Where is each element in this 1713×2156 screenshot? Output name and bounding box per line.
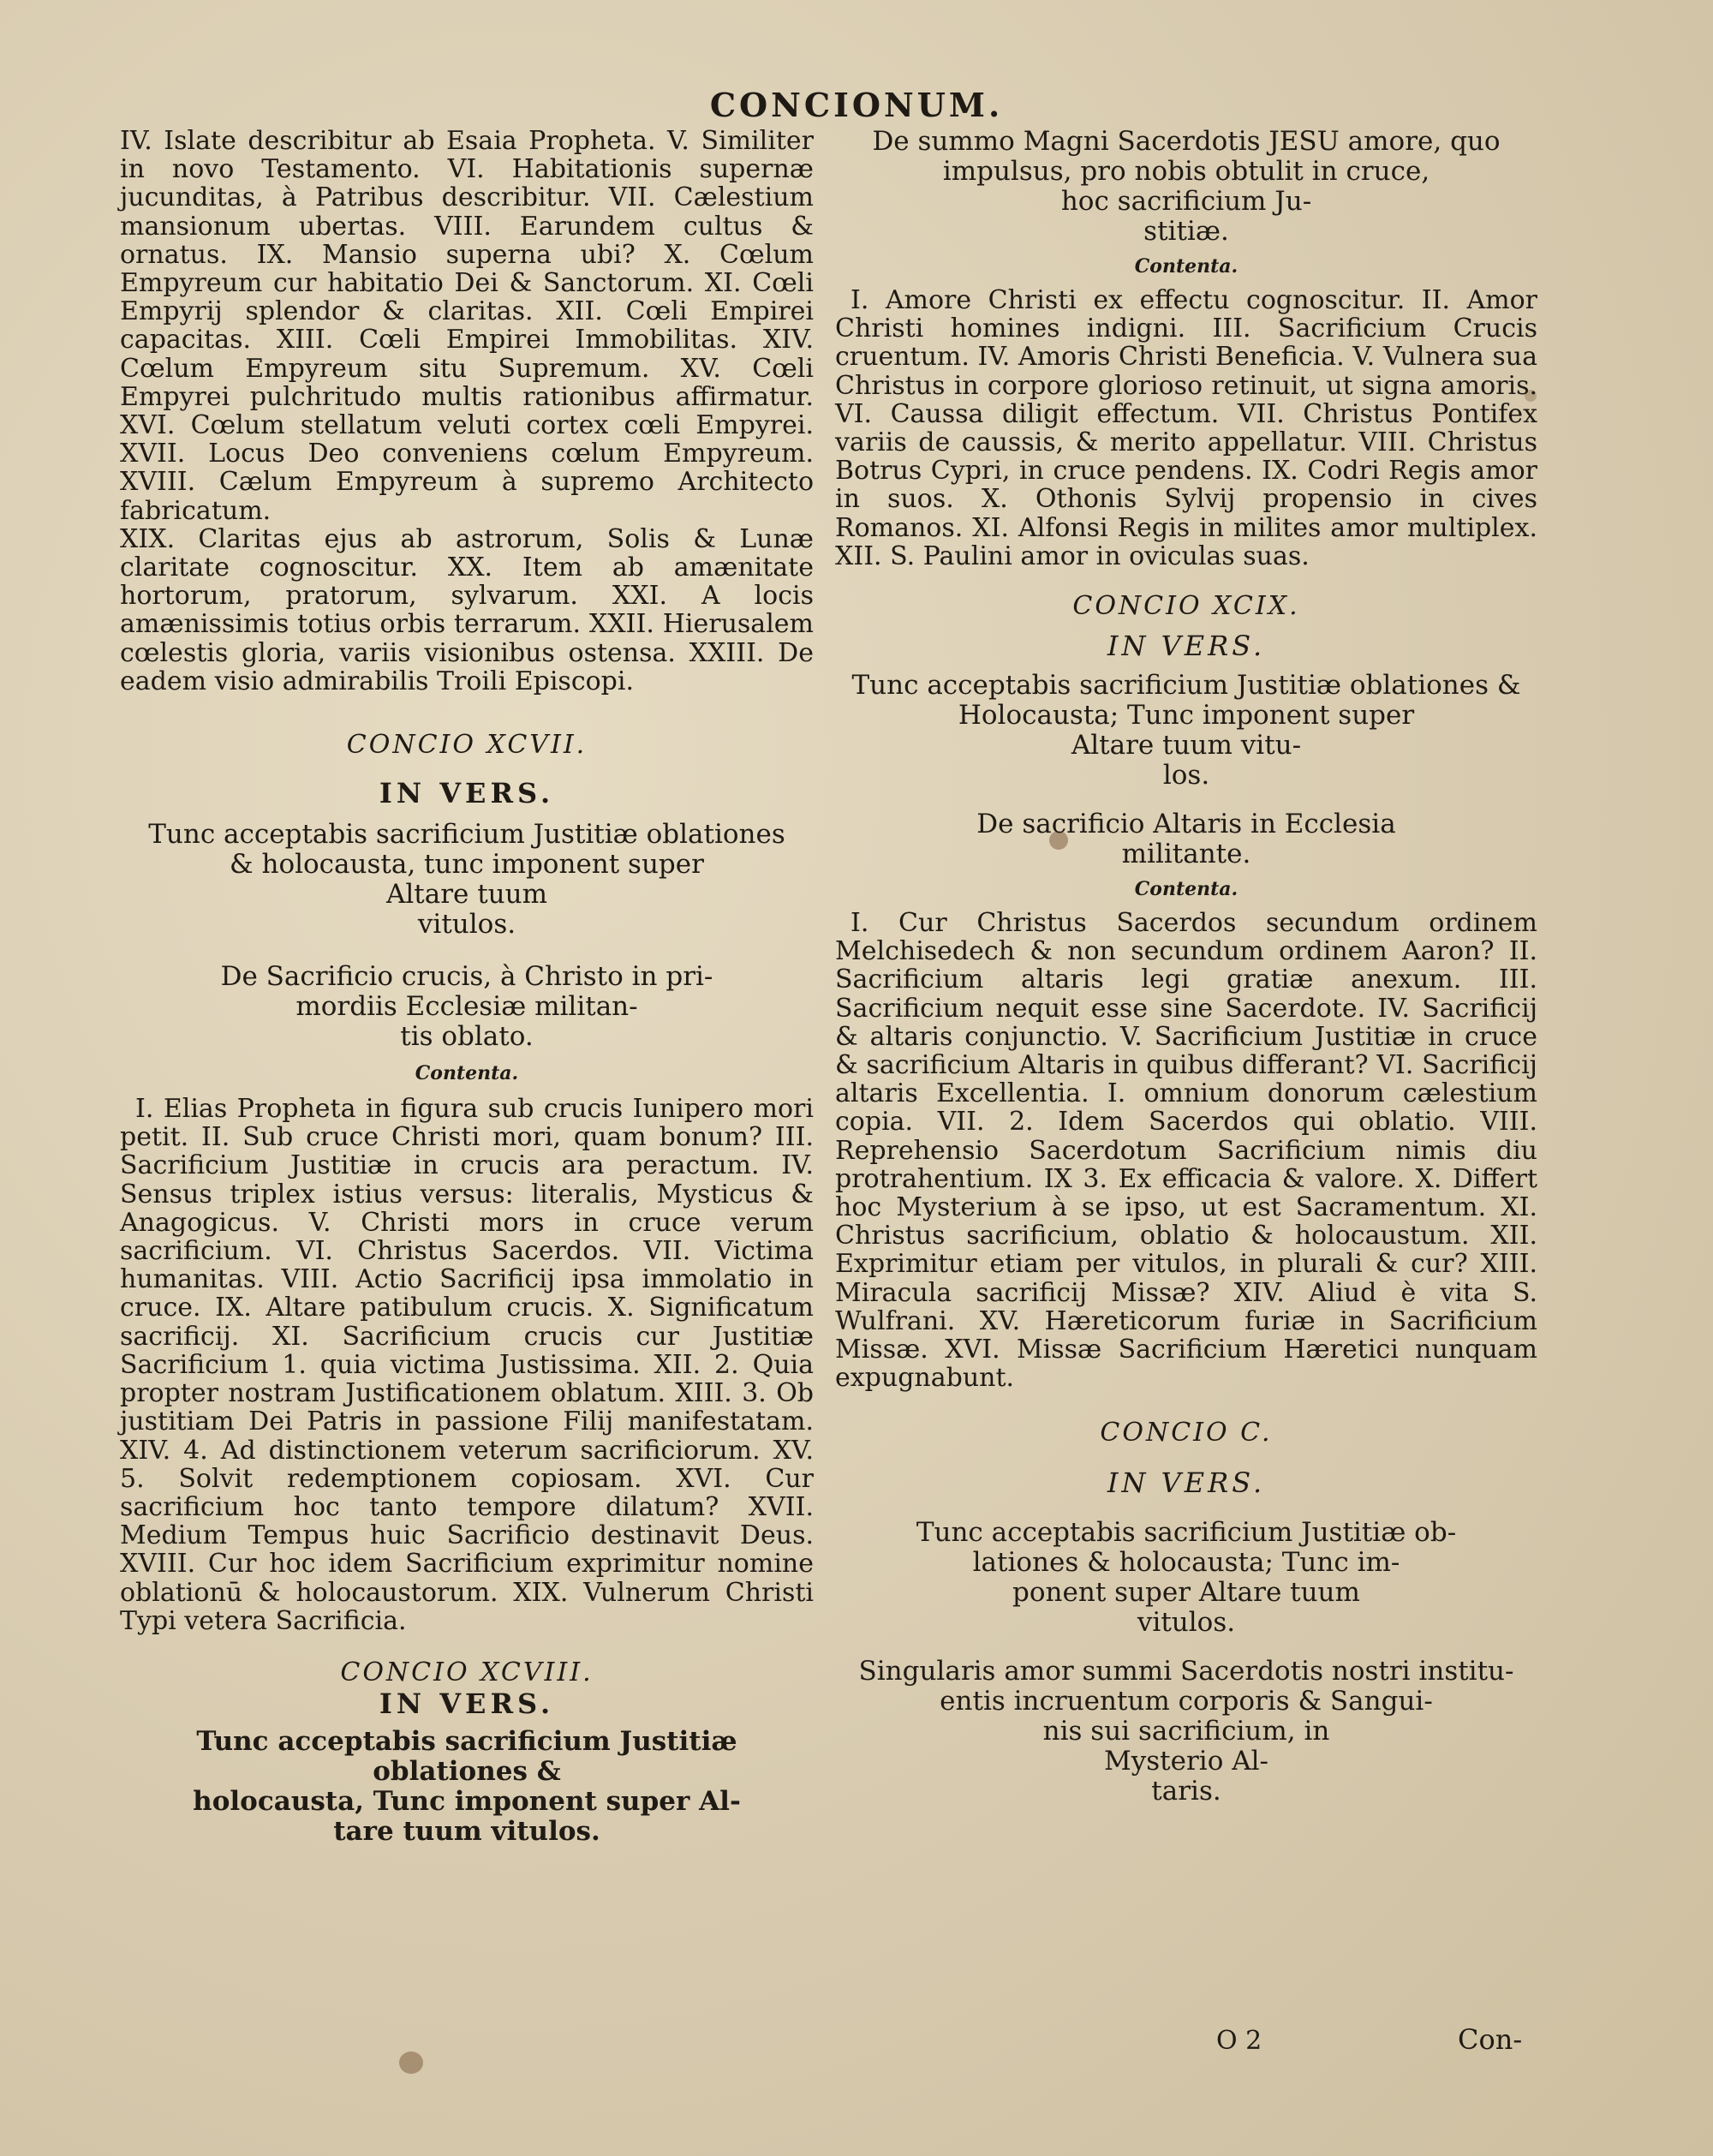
concio-100-subject-line: Singularis amor summi Sacerdotis nostri institu- [858, 1656, 1514, 1687]
concio-97-contenta: Contenta. [415, 1062, 519, 1085]
concio-100-title: CONCIO C. [1100, 1418, 1273, 1448]
right-top-heading-line: De summo Magni Sacerdotis JESU amore, quo [872, 126, 1501, 157]
concio-98-verse-line: tare tuum vitulos. [333, 1815, 600, 1847]
concio-98-verse-line: holocausta, Tunc imponent super Al- [193, 1785, 741, 1817]
concio-97-verse-line: vitulos. [417, 909, 516, 941]
concio-97-title: CONCIO XCVII. [346, 730, 588, 761]
concio-97-body: I. Elias Propheta in figura sub crucis Iunipero mori petit. II. Sub cruce Christi mori, quam bonum? III. Sacrificium Justitiæ in crucis ara peractum. IV. Sensus triplex istius versus: literalis, Mysticus & Anagogicus. V. Christi mors in cruce verum sacrificium. VI. Christus Sacerdos. VII. Victima humanitas. VIII. Actio Sacrificij ipsa immolatio in cruce. IX. Altare patibulum crucis. X. Significatum sacrificij. XI. Sacrificium crucis cur Justitiæ Sacrificium 1. quia victima Justissima. XII. 2. Quia propter nostram Justificationem oblatum. XIII. 3. Ob justitiam Dei Patris in passione Filij manifestatam. XIV. 4. Ad distinctionem veterum sacrificiorum. XV. 5. Solvit redemptionem copiosam. XVI. Cur sacrificium hoc tanto tempore dilatum? XVII. Medium Tempus huic Sacrificio destinavit Deus. XVIII. Cur hoc idem Sacrificium exprimitur nomine oblationū & holocaustorum. XIX. Vulnerum Christi Typi vetera Sacrificia. [120, 1094, 814, 1636]
concio-99-verse-line: Altare tuum vitu- [1071, 730, 1302, 761]
concio-99-subject-line: militante. [1121, 839, 1251, 870]
right-top-heading-line: impulsus, pro nobis obtulit in cruce, [942, 156, 1430, 187]
left-top-paragraph: IV. Islate describitur ab Esaia Propheta. V. Similiter in novo Testamento. VI. Habitationis supernæ jucunditas, à Patribus describitur. VII. Cælestium mansionum ubertas. VIII. Earundem cultus & ornatus. IX. Mansio superna ubi? X. Cœlum Empyreum cur habitatio Dei & Sanctorum. XI. Cœli Empyrij splendor & claritas. XII. Cœli Empirei capacitas. XIII. Cœli Empirei Immobilitas. XIV. Cœlum Empyreum situ Supremum. XV. Cœli Empyrei pulchritudo multis rationibus affirmatur. XVI. Cœlum stellatum veluti cortex cœli Empyrei. XVII. Locus Deo conveniens cœlum Empyreum. XVIII. Cælum Empyreum à supremo Architecto fabricatum. [120, 126, 814, 526]
concio-100-subject-line: Mysterio Al- [1104, 1746, 1268, 1777]
signature-mark: O 2 [1216, 2026, 1262, 2056]
concio-98-verse-line: Tunc acceptabis sacrificium Justitiæ oblationes & [196, 1725, 737, 1787]
concio-97-verse-line: Altare tuum [385, 879, 548, 911]
foxing-spot [399, 2051, 423, 2074]
left-top-paragraph-2: XIX. Claritas ejus ab astrorum, Solis & Lunæ claritate cognoscitur. XX. Item ab amænitate hortorum, pratorum, sylvarum. XXI. A locis amænissimis totius orbis terrarum. XXII. Hierusalem cœlestis gloria, variis visionibus ostensa. XXIII. De eadem visio admirabilis Troili Episcopi. [120, 523, 814, 696]
concio-99-subject-line: De sacrificio Altaris in Ecclesia [976, 809, 1396, 840]
right-column [835, 127, 1537, 1807]
running-head: CONCIONUM. [709, 86, 1004, 124]
concio-97-invers: IN VERS. [379, 777, 555, 810]
concio-97-subject-line: De Sacrificio crucis, à Christo in pri- [220, 961, 713, 993]
concio-99-invers: IN VERS. [1107, 630, 1266, 663]
concio-100-invers: IN VERS. [1107, 1466, 1266, 1500]
concio-97-verse-line: & holocausta, tunc imponent super [230, 849, 704, 881]
concio-100-verse-line: vitulos. [1137, 1607, 1236, 1639]
concio-100-verse-line: ponent super Altare tuum [1012, 1577, 1360, 1609]
right-contenta: Contenta. [1134, 255, 1238, 278]
right-top-heading-line: hoc sacrificium Ju- [1060, 186, 1312, 217]
concio-97-subject-line: mordiis Ecclesiæ militan- [295, 991, 638, 1023]
catchword: Con- [1458, 2023, 1523, 2056]
concio-98-invers: IN VERS. [379, 1687, 555, 1720]
left-column [120, 127, 814, 1847]
concio-99-body: I. Cur Christus Sacerdos secundum ordinem Melchisedech & non secundum ordinem Aaron? II. Sacrificium altaris legi gratiæ anexum. III. Sacrificium nequit esse sine Sacerdote. IV. Sacrificij & altaris conjunctio. V. Sacrificium Justitiæ in cruce & sacrificium Altaris in quibus differant? VI. Sacrificij altaris Excellentia. I. omnium donorum cælestium copia. VII. 2. Idem Sacerdos qui oblatio. VIII. Reprehensio Sacerdotum Sacrificium nimis diu protrahentium. IX 3. Ex efficacia & valore. X. Differt hoc Mysterium à se ipso, ut est Sacramentum. XI. Christus sacrificium, oblatio & holocaustum. XII. Exprimitur etiam per vitulos, in plurali & cur? XIII. Miracula sacrificij Missæ? XIV. Aliud è vita S. Wulfrani. XV. Hæreticorum furiæ in Sacrificium Missæ. XVI. Missæ Sacrificium Hæretici nunquam expugnabunt. [835, 908, 1537, 1394]
concio-100-subject-line: taris. [1151, 1776, 1221, 1807]
concio-98-title: CONCIO XCVIII. [340, 1657, 594, 1687]
concio-100-subject-line: nis sui sacrificium, in [1042, 1716, 1330, 1747]
right-top-body: I. Amore Christi ex effectu cognoscitur. II. Amor Christi homines indigni. III. Sacrificium Crucis cruentum. IV. Amoris Christi Beneficia. V. Vulnera sua Christus in corpore glorioso retinuit, ut signa amoris. VI. Caussa diligit effectum. VII. Christus Pontifex variis de caussis, & merito appellatur. VIII. Christus Botrus Cypri, in cruce pendens. IX. Codri Regis amor in suos. X. Othonis Sylvij propensio in cives Romanos. XI. Alfonsi Regis in milites amor multiplex. XII. S. Paulini amor in oviculas suas. [835, 285, 1537, 571]
concio-99-title: CONCIO XCIX. [1072, 591, 1300, 622]
concio-97-verse-line: Tunc acceptabis sacrificium Justitiæ oblationes [148, 819, 785, 851]
concio-97-subject-line: tis oblato. [400, 1021, 534, 1053]
right-top-heading-line: stitiæ. [1143, 216, 1229, 247]
concio-99-verse-line: los. [1162, 760, 1210, 791]
concio-99-verse-line: Holocausta; Tunc imponent super [958, 700, 1415, 732]
concio-99-verse-line: Tunc acceptabis sacrificium Justitiæ oblationes & [851, 670, 1521, 702]
concio-99-contenta: Contenta. [1134, 878, 1238, 901]
concio-100-verse-line: lationes & holocausta; Tunc im- [972, 1547, 1400, 1579]
concio-100-verse-line: Tunc acceptabis sacrificium Justitiæ ob- [916, 1517, 1457, 1549]
concio-100-subject-line: entis incruentum corporis & Sangui- [940, 1686, 1433, 1717]
